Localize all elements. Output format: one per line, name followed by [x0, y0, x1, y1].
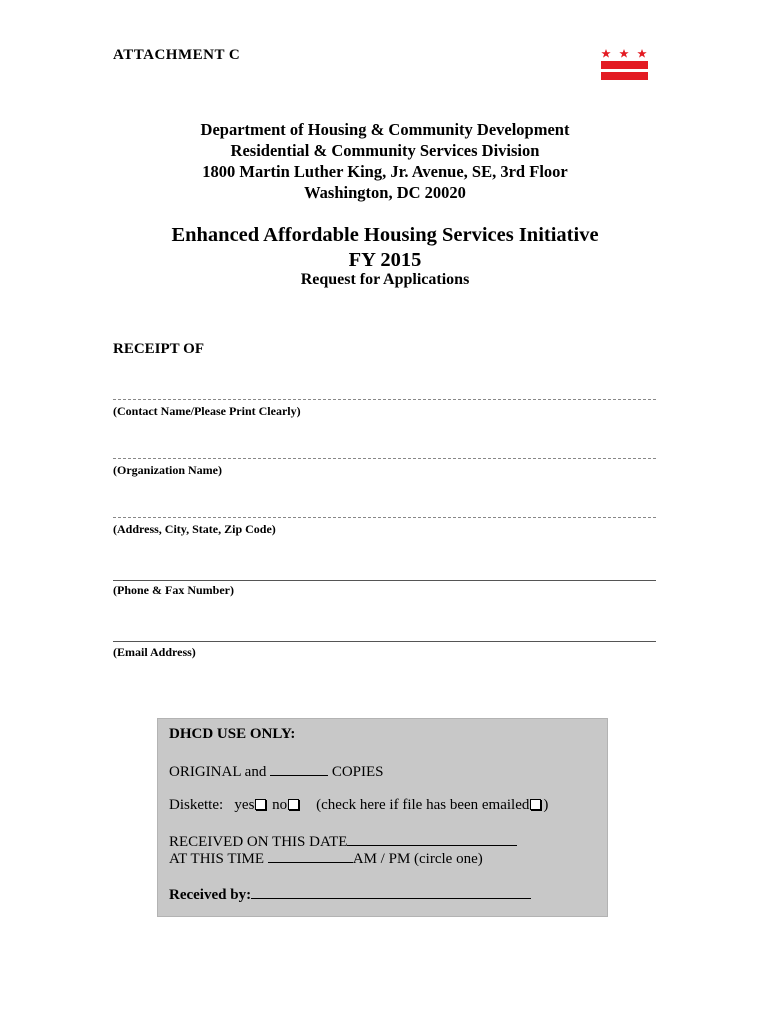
received-by-label: Received by:: [169, 887, 252, 903]
dhcd-use-only-box: [157, 718, 608, 917]
city-address: Washington, DC 20020: [304, 183, 466, 202]
received-date-blank[interactable]: [347, 832, 517, 846]
no-label: no: [272, 797, 288, 813]
flag-star: [601, 49, 610, 58]
flag-star: [637, 49, 646, 58]
organization-name-label: (Organization Name): [113, 463, 222, 477]
flag-bar: [601, 72, 648, 80]
time-row: [169, 849, 483, 868]
received-by-blank[interactable]: [251, 885, 531, 899]
flag-bar: [601, 61, 648, 69]
yes-label: yes: [234, 797, 255, 813]
address-label: (Address, City, State, Zip Code): [113, 522, 276, 536]
no-checkbox[interactable]: [288, 799, 299, 810]
diskette-label: Diskette:: [169, 797, 224, 813]
received-by-row: [169, 885, 531, 904]
flag-star: [619, 49, 628, 58]
division-name: Residential & Community Services Division: [230, 141, 540, 160]
time-blank[interactable]: [268, 849, 353, 863]
copies-count-blank[interactable]: [270, 762, 328, 776]
attachment-label: ATTACHMENT C: [113, 47, 241, 63]
dhcd-heading: DHCD USE ONLY:: [169, 726, 296, 742]
organization-name-line[interactable]: [113, 458, 656, 459]
emailed-close: ): [543, 797, 549, 813]
email-line[interactable]: [113, 641, 656, 642]
yes-checkbox[interactable]: [255, 799, 266, 810]
initiative-title: Enhanced Affordable Housing Services Initiative: [171, 224, 599, 246]
original-copies-row: [169, 762, 384, 781]
contact-name-label: (Contact Name/Please Print Clearly): [113, 404, 301, 418]
emailed-checkbox[interactable]: [530, 799, 541, 810]
received-date-label: RECEIVED ON THIS DATE: [169, 834, 348, 850]
receipt-heading: RECEIPT OF: [113, 341, 204, 357]
phone-fax-label: (Phone & Fax Number): [113, 583, 234, 597]
contact-name-line[interactable]: [113, 399, 656, 400]
email-label: (Email Address): [113, 645, 196, 659]
phone-fax-line[interactable]: [113, 580, 656, 581]
time-label: AT THIS TIME: [169, 851, 265, 867]
address-line[interactable]: [113, 517, 656, 518]
dc-flag-logo: [600, 48, 648, 81]
emailed-label: (check here if file has been emailed: [316, 797, 530, 813]
fiscal-year: FY 2015: [348, 249, 422, 271]
diskette-row: [169, 797, 548, 814]
original-suffix: COPIES: [331, 764, 384, 780]
original-prefix: ORIGINAL and: [169, 764, 267, 780]
street-address: 1800 Martin Luther King, Jr. Avenue, SE, 3rd Floor: [202, 162, 568, 181]
department-name: Department of Housing & Community Development: [200, 120, 570, 139]
header-block: [0, 119, 770, 203]
document-subtitle: Request for Applications: [300, 271, 470, 288]
time-suffix: AM / PM (circle one): [352, 851, 483, 867]
